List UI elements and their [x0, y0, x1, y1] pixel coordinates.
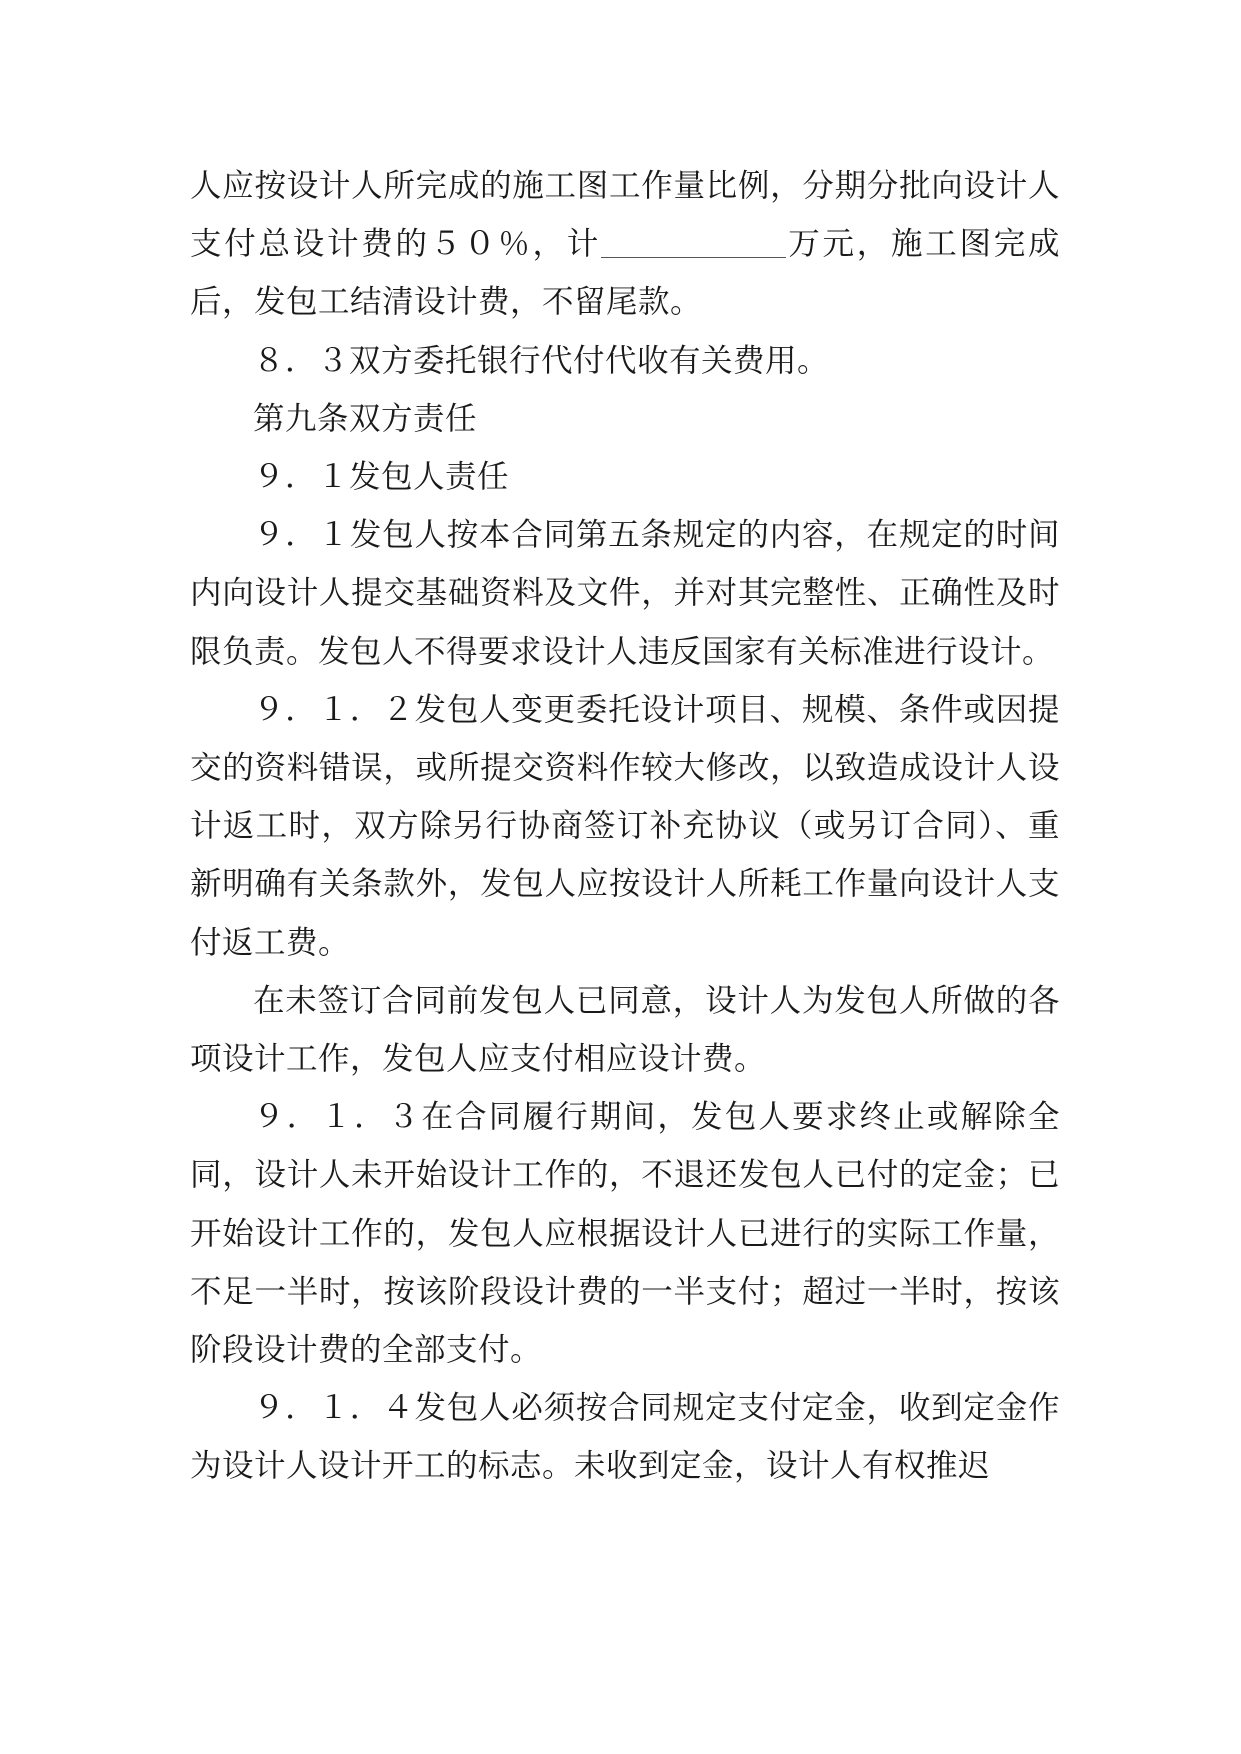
clause-9-1-1: ９．１发包人按本合同第五条规定的内容，在规定的时间内向设计人提交基础资料及文件，并对其完整性、正确性及时限负责。发包人不得要求设计人违反国家有关标准进行设计。 — [190, 517, 1060, 670]
clause-9-1-3: ９．１．３在合同履行期间，发包人要求终止或解除全同，设计人未开始设计工作的，不退还发包人已付的定金；已开始设计工作的，发包人应根据设计人已进行的实际工作量，不足一半时，按该阶段设计费的一半支付；超过一半时，按该阶段设计费的全部支付。 — [190, 1099, 1060, 1369]
clause-9-1-2: ９．１．２发包人变更委托设计项目、规模、条件或因提交的资料错误，或所提交资料作较大修改，以致造成设计人设计返工时，双方除另行协商签订补充协议（或另订合同）、重新明确有关条款外，发包人应按设计人所耗工作量向设计人支付返工费。 — [190, 691, 1060, 961]
clause-8-3: ８．３双方委托银行代付代收有关费用。 — [253, 342, 830, 379]
clause-9-1-4: ９．１．４发包人必须按合同规定支付定金，收到定金作为设计人设计开工的标志。未收到定金，设计人有权推迟 — [190, 1390, 1060, 1485]
clause-9-1-heading: ９．１发包人责任 — [253, 459, 510, 496]
article-9-heading: 第九条双方责任 — [253, 400, 478, 437]
paragraph-text: 万元，施工图完成后，发包工结清设计费，不留尾款。 — [190, 226, 1060, 321]
document-body — [190, 157, 1060, 1496]
paragraph-pre-contract-work: 在未签订合同前发包人已同意，设计人为发包人所做的各项设计工作，发包人应支付相应设计费。 — [190, 982, 1060, 1078]
paragraph-text: 人应按设计人所完成的施工图工作量比例，分期分批向设计人支付总设计费的５０％，计 — [190, 168, 1060, 263]
paragraph-payment-installments — [190, 157, 1060, 332]
amount-blank-line — [601, 224, 786, 258]
